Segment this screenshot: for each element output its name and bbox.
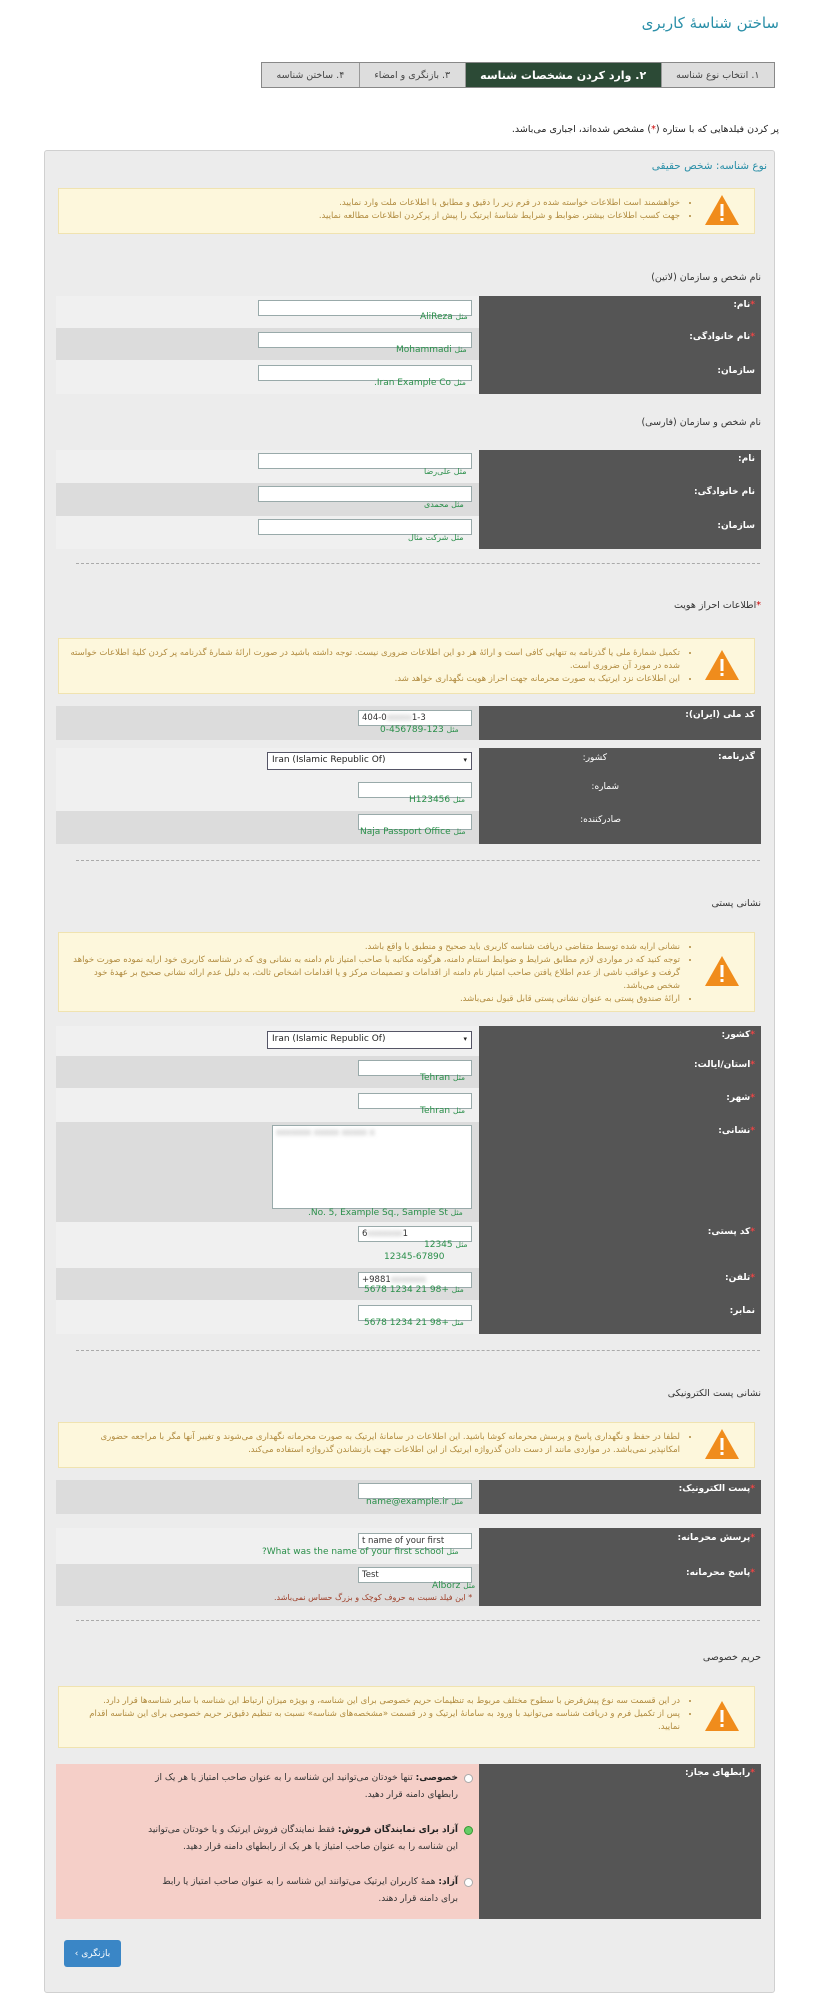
- required-star: *: [750, 1093, 755, 1103]
- passport-label: گذرنامه:: [717, 752, 755, 762]
- hint-text: Tehran: [420, 1106, 451, 1116]
- option-title: آزاد:: [438, 1877, 458, 1887]
- warning-icon: [704, 194, 740, 226]
- example-hint: [262, 1547, 459, 1557]
- example-hint: [420, 1073, 465, 1083]
- hint-text: H123456: [409, 795, 451, 805]
- hint-text: +98 21 1234 5678: [364, 1318, 449, 1328]
- label-column: [479, 1764, 761, 1919]
- allowed-contacts-label: [685, 1768, 755, 1778]
- example-hint: [432, 1581, 475, 1591]
- passport-number-label: شماره:: [591, 782, 619, 792]
- province-label: [694, 1060, 755, 1070]
- example-prefix: مثل: [453, 827, 466, 836]
- required-star: *: [756, 600, 761, 611]
- value-text: 1-3: [411, 713, 426, 723]
- org-label: [717, 366, 755, 376]
- warning-icon: [704, 1428, 740, 1460]
- divider: [76, 1620, 760, 1621]
- example-hint: [420, 312, 468, 322]
- warning-text: • پس از تکمیل فرم و دریافت شناسه می‌توانید با ورود به سامانهٔ ایرتیک و در قسمت «مشخصه‌های شناسه» نسبت به تنظیم دقیق‌تر حریم خصوصی برای این شناسه اقدام نمایید.: [69, 1708, 680, 1734]
- step-label: ساختن شناسه: [276, 69, 334, 81]
- example-hint: [409, 795, 465, 805]
- required-star: *: [651, 124, 656, 135]
- warning-text: • لطفا در حفظ و نگهداری پاسخ و پرسش محرمانه کوشا باشید. این اطلاعات در سامانهٔ ایرتیک به صورت محرمانه نگهداری می‌شوند و تغییر آنها مگر با مراجعه حضوری امکانپذیر نمی‌باشد. در مواردی مانند از دست دادن گذرواژه ایرتیک از این اطلاعات جهت بازنشاندن گذرواژه استفاده می‌کند.: [69, 1431, 680, 1457]
- warning-text: • توجه کنید که در مواردی لازم مطابق شرایط و ضوابط استنام دامنه، هرگونه مکاتبه با صاحب امتیاز نام دامنه به نشانی وی که در شناسه کاربری خود ارایه نموده صورت خواهد گرفت و عواقب ناشی از عدم اطلاع یافتن صاحب امتیاز نام دامنه از اقدامات و تصمیمات مرکز و یا اقدامات اشخاص ثالث، به دلیل عدم ارائه نشانی صحیح بر عهدهٔ خود شخص می‌باشد.: [69, 954, 680, 993]
- example-prefix: مثل: [453, 378, 466, 387]
- required-star: *: [750, 1126, 755, 1136]
- hint-text: 123-456789-0: [380, 725, 444, 735]
- panel-title: نوع شناسه: شخص حقیقی: [651, 160, 767, 172]
- example-prefix: مثل: [446, 725, 459, 734]
- label-text: نشانی:: [718, 1126, 751, 1136]
- hint-text: Alborz: [432, 1581, 461, 1591]
- first-name-label: [733, 300, 755, 310]
- postal-country-select[interactable]: [267, 1031, 472, 1049]
- required-star: *: [750, 332, 755, 342]
- redacted-text: xxxxxxx: [367, 1229, 403, 1239]
- example-prefix: مثل: [463, 1581, 476, 1590]
- example-hint: [396, 345, 467, 355]
- example-hint: [374, 378, 466, 388]
- step-label: انتخاب نوع شناسه: [676, 69, 749, 81]
- postal-country-label: [721, 1030, 755, 1040]
- label-text: رابطهای مجاز:: [684, 1768, 751, 1778]
- hint-text: Tehran: [420, 1073, 451, 1083]
- hint-text: 12345: [424, 1240, 453, 1250]
- warning-text: • جهت کسب اطلاعات بیشتر، ضوابط و شرایط شناسهٔ ایرتیک را پیش از پرکردن اطلاعات مطالعه نمایید.: [69, 210, 680, 223]
- secret-answer-input[interactable]: Test: [358, 1567, 472, 1583]
- label-text: تلفن:: [725, 1273, 751, 1283]
- label-text: پاسخ محرمانه:: [686, 1568, 751, 1578]
- hint-text: What was the name of your first school?: [262, 1547, 444, 1557]
- warning-icon: [704, 1700, 740, 1732]
- hint-text: Mohammadi: [396, 345, 452, 355]
- hint-text: +98 21 1234 5678: [364, 1285, 449, 1295]
- warning-text: • ارائهٔ صندوق پستی به عنوان نشانی پستی قابل قبول نمی‌باشد.: [69, 993, 680, 1006]
- selected-value: Iran (Islamic Republic Of): [272, 1034, 386, 1044]
- privacy-option-public[interactable]: [148, 1874, 473, 1908]
- first-name-fa-label: نام:: [738, 454, 755, 464]
- example-hint: [380, 725, 459, 735]
- option-desc: تنها خودتان می‌توانید این شناسه را به عنوان صاحب امتیاز یا هر یک از رابطهای دامنه قرار دهید.: [155, 1773, 458, 1800]
- section-heading: نام شخص و سازمان (لاتین): [651, 272, 761, 283]
- option-text: [148, 1874, 458, 1908]
- fax-label: نمابر:: [729, 1306, 755, 1316]
- required-star: *: [750, 1568, 755, 1578]
- label-text: پرسش محرمانه:: [677, 1533, 751, 1543]
- step-3: [359, 63, 465, 87]
- privacy-option-resellers[interactable]: [148, 1822, 473, 1856]
- postal-code-label: [708, 1227, 755, 1237]
- passport-country-select[interactable]: [267, 752, 472, 770]
- example-prefix: مثل: [446, 1547, 459, 1556]
- secret-question-input[interactable]: t name of your first: [358, 1533, 472, 1549]
- option-title: آزاد برای نمایندگان فروش:: [337, 1825, 458, 1835]
- required-note: [512, 124, 779, 135]
- value-text: 6: [362, 1229, 368, 1239]
- secret-question-label: [678, 1533, 755, 1543]
- label-text: کشور:: [721, 1030, 751, 1040]
- dropdown-arrow-icon: ▾: [463, 756, 467, 764]
- example-hint: [424, 1240, 467, 1250]
- national-id-label: کد ملی (ایران):: [685, 710, 755, 720]
- email-label: [679, 1484, 755, 1494]
- secret-answer-label: [686, 1568, 755, 1578]
- redacted-text: xxxxx: [386, 713, 412, 723]
- example-prefix: مثل: [451, 1285, 464, 1294]
- option-text: [148, 1822, 458, 1856]
- hint-text: No. 5, Example Sq., Sample St.: [308, 1208, 448, 1218]
- label-text: سازمان:: [717, 366, 755, 376]
- example-prefix: مثل: [450, 1208, 463, 1217]
- example-prefix: مثل: [453, 795, 465, 804]
- label-text: کد پستی:: [707, 1227, 751, 1237]
- example-prefix: مثل: [455, 312, 468, 321]
- step-num: ۲.: [635, 68, 647, 82]
- example-hint: [308, 1208, 463, 1218]
- example-hint: [360, 827, 465, 837]
- warning-box: [58, 188, 755, 234]
- warning-icon: [704, 649, 740, 681]
- option-text: [148, 1770, 458, 1804]
- option-title: خصوصی:: [415, 1773, 458, 1783]
- step-1: [661, 63, 774, 87]
- example-hint: [366, 1497, 463, 1507]
- example-prefix: مثل: [453, 1106, 465, 1115]
- case-insensitive-note: * این فیلد نسبت به حروف کوچک و بزرگ حساس نمی‌باشد.: [274, 1593, 473, 1602]
- value-text: 1: [402, 1229, 409, 1239]
- redacted-text: xxxxxxx: [390, 1275, 426, 1285]
- hint-text: Iran Example Co.: [374, 378, 452, 388]
- selected-value: Iran (Islamic Republic Of): [272, 755, 386, 765]
- warning-box: [58, 932, 755, 1012]
- divider: [76, 563, 760, 564]
- warning-text: • خواهشمند است اطلاعات خواسته شده در فرم زیر را دقیق و مطابق با اطلاعات ملت وارد نمایید.: [69, 197, 680, 210]
- org-fa-label: سازمان:: [717, 521, 755, 531]
- label-text: شهر:: [726, 1093, 751, 1103]
- step-num: ۱.: [751, 69, 760, 81]
- address-textarea[interactable]: [272, 1125, 472, 1209]
- warning-box: [58, 638, 755, 694]
- label-text: استان/ایالت:: [693, 1060, 751, 1070]
- hint-text: name@example.ir: [366, 1497, 449, 1507]
- warning-text: • نشانی ارایه شده توسط متقاضی دریافت شناسه کاربری باید صحیح و منطبق با واقع باشد.: [69, 941, 680, 954]
- label-column: [479, 1026, 761, 1334]
- warning-box: [58, 1686, 755, 1748]
- intro-post: ) مشخص شده‌اند، اجباری می‌باشد.: [511, 124, 652, 135]
- warning-text: • تکمیل شمارهٔ ملی یا گذرنامه به تنهایی کافی است و ارائهٔ هر دو این اطلاعات ضروری نیست. توجه داشته باشید در صورت ارائهٔ شمارهٔ گذرنامه پر کردن کلیهٔ اطلاعات خواسته شده در مورد آن ضروری است.: [69, 647, 680, 673]
- section-heading: نشانی پست الکترونیکی: [667, 1388, 761, 1399]
- option-desc: همهٔ کاربران ایرتیک می‌توانند این شناسه را به عنوان صاحب امتیاز یا رابط برای دامنه قرار دهند.: [162, 1877, 458, 1904]
- example-hint: مثل علی‌رضا: [424, 467, 467, 476]
- example-prefix: مثل: [451, 1497, 464, 1506]
- required-star: *: [750, 1227, 755, 1237]
- hint-text: Naja Passport Office: [360, 827, 451, 837]
- last-name-fa-label: نام خانوادگی:: [693, 487, 755, 497]
- address-label: [718, 1126, 755, 1136]
- example-hint: مثل شرکت مثال: [408, 533, 464, 542]
- passport-issuer-label: صادرکننده:: [580, 815, 621, 825]
- example-prefix: مثل: [453, 1073, 465, 1082]
- required-star: *: [750, 1273, 755, 1283]
- city-label: [726, 1093, 755, 1103]
- value-text: 404-0: [362, 713, 387, 723]
- example-hint: [420, 1106, 465, 1116]
- required-star: *: [750, 1533, 755, 1543]
- example-hint: مثل محمدی: [424, 500, 464, 509]
- wizard-steps: [261, 62, 775, 88]
- radio-button[interactable]: [464, 1774, 473, 1783]
- divider: [76, 860, 760, 861]
- passport-country-label: کشور:: [582, 753, 607, 763]
- warning-icon: [704, 955, 740, 987]
- label-text: نام:: [733, 300, 751, 310]
- step-4: [262, 63, 359, 87]
- step-num: ۳.: [442, 69, 451, 81]
- example-hint: [364, 1318, 464, 1328]
- label-column: [479, 748, 761, 844]
- value-text: +9881: [362, 1275, 391, 1285]
- required-star: *: [750, 1030, 755, 1040]
- heading-text: اطلاعات احراز هویت: [673, 600, 757, 611]
- divider: [76, 1350, 760, 1351]
- label-text: پست الکترونیک:: [678, 1484, 751, 1494]
- intro-pre: پر کردن فیلدهایی که با ستاره (: [655, 124, 779, 135]
- step-label: وارد کردن مشخصات شناسه: [480, 68, 632, 82]
- last-name-label: [689, 332, 755, 342]
- warning-box: [58, 1422, 755, 1468]
- section-heading: حریم خصوصی: [702, 1652, 761, 1663]
- example-hint: [364, 1285, 464, 1295]
- step-2: [465, 63, 661, 87]
- redacted-text: xxxxxxx xxxxx xxxxx x: [276, 1128, 375, 1138]
- warning-text: • در این قسمت سه نوع پیش‌فرض با سطوح مختلف مربوط به تنظیمات حریم خصوصی برای این شناسه، و بویژه میزان ارتباط این شناسه با سایر شناسه‌ها قرار دارد.: [69, 1695, 680, 1708]
- option-desc: فقط نمایندگان فروش ایرتیک و یا خودتان می‌توانید این شناسه را به عنوان صاحب امتیاز یا هر یک از رابطهای دامنه قرار دهید.: [148, 1825, 458, 1852]
- label-column: [479, 450, 761, 549]
- page-title: ساختن شناسهٔ کاربری: [641, 14, 779, 32]
- national-id-input[interactable]: [358, 710, 472, 726]
- privacy-option-private[interactable]: [148, 1770, 473, 1804]
- label-column: [479, 296, 761, 394]
- required-star: *: [750, 1484, 755, 1494]
- example-prefix: مثل: [451, 1318, 464, 1327]
- review-button[interactable]: بازنگری ›: [64, 1940, 121, 1967]
- radio-button[interactable]: [464, 1878, 473, 1887]
- phone-label: [725, 1273, 755, 1283]
- example-prefix: مثل: [455, 1240, 468, 1249]
- example-prefix: مثل: [454, 345, 467, 354]
- dropdown-arrow-icon: ▾: [463, 1035, 467, 1043]
- section-heading: [674, 600, 761, 611]
- required-star: *: [750, 1768, 755, 1778]
- hint-text: AliReza: [420, 312, 453, 322]
- label-text: نام خانوادگی:: [689, 332, 751, 342]
- required-star: *: [750, 300, 755, 310]
- example-hint: 12345-67890: [384, 1252, 445, 1262]
- required-star: *: [750, 1060, 755, 1070]
- radio-button-selected[interactable]: [464, 1826, 473, 1835]
- step-label: بازنگری و امضاء: [374, 69, 439, 81]
- warning-text: • این اطلاعات نزد ایرتیک به صورت محرمانه جهت احراز هویت نگهداری خواهد شد.: [69, 673, 680, 686]
- section-heading: نام شخص و سازمان (فارسی): [641, 417, 761, 428]
- section-heading: نشانی پستی: [711, 898, 761, 909]
- step-num: ۴.: [336, 69, 345, 81]
